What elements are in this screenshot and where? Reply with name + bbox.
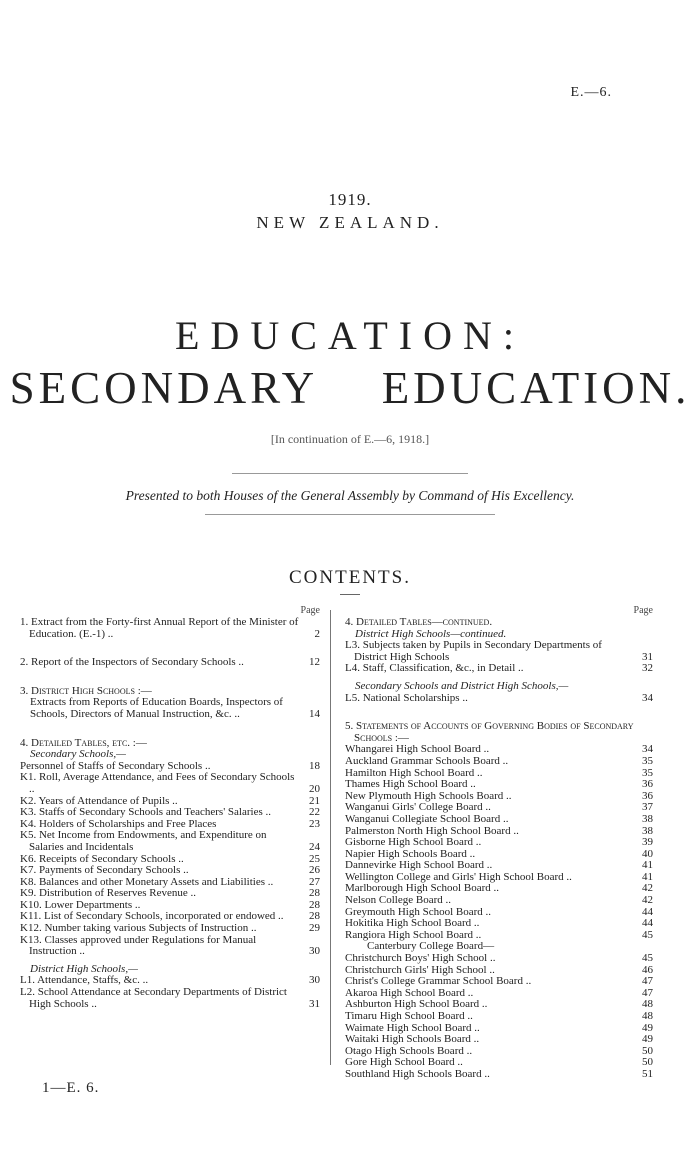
- toc-item: [20, 923, 320, 935]
- toc-item-text: K3. Staffs of Secondary Schools and Teachers' Salaries ..: [20, 806, 271, 819]
- contents-right-column: [345, 605, 653, 1081]
- toc-item-text: Dannevirke High School Board ..: [345, 859, 493, 872]
- toc-item-page: 47: [642, 975, 653, 988]
- toc-entry-page: 14: [309, 707, 320, 720]
- toc-subsection-heading: Secondary Schools,—: [30, 748, 126, 761]
- toc-item-text: Akaroa High School Board ..: [345, 986, 474, 999]
- toc-item-page: 20: [309, 782, 320, 795]
- toc-item-text: Gisborne High School Board ..: [345, 836, 482, 849]
- toc-item-page: 51: [642, 1067, 653, 1080]
- toc-item-page: 24: [309, 840, 320, 853]
- toc-item-text: K9. Distribution of Reserves Revenue ..: [20, 887, 196, 900]
- toc-item-text: L1. Attendance, Staffs, &c. ..: [20, 974, 149, 987]
- toc-item-text: Christ's College Grammar School Board ..: [345, 975, 532, 988]
- toc-item: [20, 830, 320, 853]
- toc-item: [345, 814, 653, 826]
- toc-item-text: K1. Roll, Average Attendance, and Fees of Secondary Schools ..: [20, 771, 295, 795]
- country-name: NEW ZEALAND.: [256, 213, 444, 232]
- toc-entry-text: 1. Extract from the Forty-first Annual Report of the Minister of Education. (E.-1) ..: [20, 616, 299, 640]
- column-divider: [330, 610, 331, 1065]
- toc-item-page: 28: [309, 910, 320, 923]
- toc-item-page: 41: [642, 859, 653, 872]
- toc-item-text: Wanganui Girls' College Board ..: [345, 801, 491, 814]
- toc-item-text: Greymouth High School Board ..: [345, 905, 492, 918]
- presented-line: Presented to both Houses of the General Assembly by Command of His Excellency.: [125, 488, 575, 503]
- toc-item-page: 42: [642, 894, 653, 907]
- toc-entry-3: [20, 697, 320, 720]
- toc-item-text: Nelson College Board ..: [345, 894, 452, 907]
- secondary-schools-list: [20, 761, 320, 958]
- toc-section-heading: 5. Statements of Accounts of Governing Bodies of Secondary Schools :—: [345, 720, 634, 744]
- toc-item-page: 48: [642, 1010, 653, 1022]
- toc-item-page: 50: [642, 1044, 653, 1057]
- toc-section-heading: 4. Detailed Tables, etc. :—: [20, 736, 147, 749]
- toc-item-page: 21: [309, 794, 320, 807]
- toc-item-text: Timaru High School Board ..: [345, 1010, 473, 1022]
- toc-item-page: 35: [642, 754, 653, 767]
- contents-title: CONTENTS.: [289, 567, 411, 588]
- toc-item-text: K11. List of Secondary Schools, incorporated or endowed ..: [20, 910, 284, 923]
- toc-item: [345, 895, 653, 907]
- toc-item-page: 39: [642, 836, 653, 849]
- divider-rule-top: [232, 473, 468, 474]
- toc-item-text: Thames High School Board ..: [345, 778, 476, 791]
- toc-item-text: Christchurch Boys' High School ..: [345, 952, 496, 965]
- toc-subsection-heading: Canterbury College Board—: [367, 940, 495, 953]
- toc-item-page: 47: [642, 986, 653, 999]
- toc-item-page: 44: [642, 917, 653, 930]
- toc-item: [345, 663, 653, 675]
- toc-item-text: K4. Holders of Scholarships and Free Places: [20, 817, 217, 830]
- toc-item-page: 38: [642, 812, 653, 825]
- toc-item-page: 37: [642, 801, 653, 814]
- toc-entry-text: Extracts from Reports of Education Boards, Inspectors of Schools, Directors of Manual Instruction, &c. ..: [30, 696, 283, 720]
- toc-item-page: 46: [642, 963, 653, 976]
- toc-item-page: 30: [309, 945, 320, 958]
- toc-item-text: Rangiora High School Board ..: [345, 928, 482, 941]
- toc-item-text: Gore High School Board ..: [345, 1056, 463, 1069]
- toc-item-page: 26: [309, 864, 320, 877]
- toc-subsection-heading: District High Schools,—: [30, 962, 138, 975]
- contents-underline: [340, 594, 360, 595]
- toc-item-text: Whangarei High School Board ..: [345, 743, 490, 756]
- toc-item: [345, 756, 653, 768]
- toc-section-heading: 3. District High Schools :—: [20, 684, 152, 697]
- toc-item: [20, 865, 320, 877]
- toc-item: [20, 987, 320, 1010]
- toc-item-page: 49: [642, 1021, 653, 1034]
- toc-item-page: 25: [309, 852, 320, 865]
- toc-item: [20, 807, 320, 819]
- toc-item-text: Southland High Schools Board ..: [345, 1067, 490, 1080]
- toc-item-text: Hokitika High School Board ..: [345, 917, 480, 930]
- toc-item-page: 35: [642, 766, 653, 779]
- toc-item: [345, 953, 653, 965]
- toc-item-page: 29: [309, 922, 320, 935]
- page-column-label: Page: [633, 605, 653, 616]
- toc-item-page: 49: [642, 1033, 653, 1046]
- toc-item-text: K7. Payments of Secondary Schools ..: [20, 864, 189, 877]
- toc-item-text: Waitaki High Schools Board ..: [345, 1033, 480, 1046]
- toc-item: [20, 935, 320, 958]
- toc-item-text: K2. Years of Attendance of Pupils ..: [20, 794, 178, 807]
- toc-item-text: Marlborough High School Board ..: [345, 882, 499, 895]
- toc-item-page: 45: [642, 952, 653, 965]
- toc-entry-text: 2. Report of the Inspectors of Secondary Schools ..: [20, 656, 244, 669]
- toc-item-page: 40: [642, 847, 653, 860]
- toc-subsection-heading: Secondary Schools and District High Schools,—: [355, 679, 569, 692]
- toc-item-text: Napier High Schools Board ..: [345, 847, 476, 860]
- toc-item-text: L3. Subjects taken by Pupils in Secondary Departments of District High Schools: [345, 639, 602, 663]
- toc-subsection-heading: District High Schools—continued.: [355, 627, 507, 640]
- toc-item-page: 42: [642, 882, 653, 895]
- toc-item-page: 50: [642, 1056, 653, 1069]
- toc-item-page: 36: [642, 778, 653, 791]
- toc-item-page: 27: [309, 875, 320, 888]
- toc-item-text: Auckland Grammar Schools Board ..: [345, 754, 509, 767]
- page-column-label: Page: [300, 605, 320, 616]
- toc-item-page: 30: [309, 974, 320, 987]
- toc-item-text: L2. School Attendance at Secondary Departments of District High Schools ..: [20, 986, 287, 1010]
- toc-item-text: Wellington College and Girls' High School Board ..: [345, 870, 572, 883]
- toc-item-page: 34: [642, 743, 653, 756]
- toc-item-text: K12. Number taking various Subjects of Instruction ..: [20, 922, 257, 935]
- toc-item-text: New Plymouth High Schools Board ..: [345, 789, 512, 802]
- toc-item-text: Ashburton High School Board ..: [345, 998, 488, 1011]
- toc-item-page: 31: [309, 997, 320, 1010]
- toc-item: [345, 779, 653, 791]
- toc-item-page: 34: [642, 691, 653, 704]
- toc-item-text: Waimate High School Board ..: [345, 1021, 480, 1034]
- toc-item-page: 36: [642, 789, 653, 802]
- toc-entry-1: [20, 617, 320, 640]
- toc-item-text: Hamilton High School Board ..: [345, 766, 483, 779]
- toc-item: [345, 1069, 653, 1081]
- report-year: 1919.: [328, 190, 372, 209]
- main-heading: EDUCATION:: [175, 313, 525, 358]
- toc-item-text: K6. Receipts of Secondary Schools ..: [20, 852, 184, 865]
- toc-item-page: 22: [309, 806, 320, 819]
- toc-item-text: L5. National Scholarships ..: [345, 691, 468, 704]
- document-title: SECONDARY EDUCATION.: [9, 363, 691, 413]
- toc-item-text: K13. Classes approved under Regulations for Manual Instruction ..: [20, 933, 257, 958]
- toc-item-page: 23: [309, 817, 320, 830]
- toc-item: [345, 693, 653, 705]
- toc-item-page: 48: [642, 998, 653, 1011]
- toc-item: [345, 837, 653, 849]
- toc-item-text: L4. Staff, Classification, &c., in Detail ..: [345, 662, 524, 675]
- page-reference: E.—6.: [570, 85, 612, 100]
- toc-item-page: 18: [309, 759, 320, 772]
- toc-entry-2: [20, 657, 320, 669]
- toc-item-page: 41: [642, 870, 653, 883]
- toc-item-text: K8. Balances and other Monetary Assets and Liabilities ..: [20, 875, 274, 888]
- toc-section-heading: 4. Detailed Tables—continued.: [345, 616, 493, 628]
- toc-item-page: 32: [642, 662, 653, 675]
- toc-item-text: K5. Net Income from Endowments, and Expenditure on Salaries and Incidentals: [20, 829, 267, 853]
- paper-signature: 1—E. 6.: [42, 1080, 100, 1096]
- toc-item-text: Christchurch Girls' High School ..: [345, 963, 495, 976]
- toc-item-page: 31: [642, 650, 653, 663]
- toc-item-page: 44: [642, 905, 653, 918]
- toc-item: [345, 1011, 653, 1023]
- toc-item-text: K10. Lower Departments ..: [20, 898, 141, 911]
- toc-item-text: Wanganui Collegiate School Board ..: [345, 812, 509, 825]
- divider-rule-bottom: [205, 514, 495, 515]
- toc-item: [345, 640, 653, 663]
- toc-item-page: 45: [642, 928, 653, 941]
- toc-item-text: Palmerston North High School Board ..: [345, 824, 519, 837]
- subtitle: [In continuation of E.—6, 1918.]: [270, 432, 430, 446]
- governing-bodies-list: [345, 744, 653, 1080]
- toc-item-page: 38: [642, 824, 653, 837]
- toc-item-text: Personnel of Staffs of Secondary Schools ..: [20, 759, 211, 772]
- toc-entry-page: 12: [309, 656, 320, 669]
- toc-item-text: Otago High Schools Board ..: [345, 1044, 473, 1057]
- toc-item: [20, 772, 320, 795]
- contents-left-column: [20, 605, 320, 1010]
- toc-item-page: 28: [309, 887, 320, 900]
- toc-item-page: 28: [309, 898, 320, 911]
- toc-entry-page: 2: [314, 627, 320, 640]
